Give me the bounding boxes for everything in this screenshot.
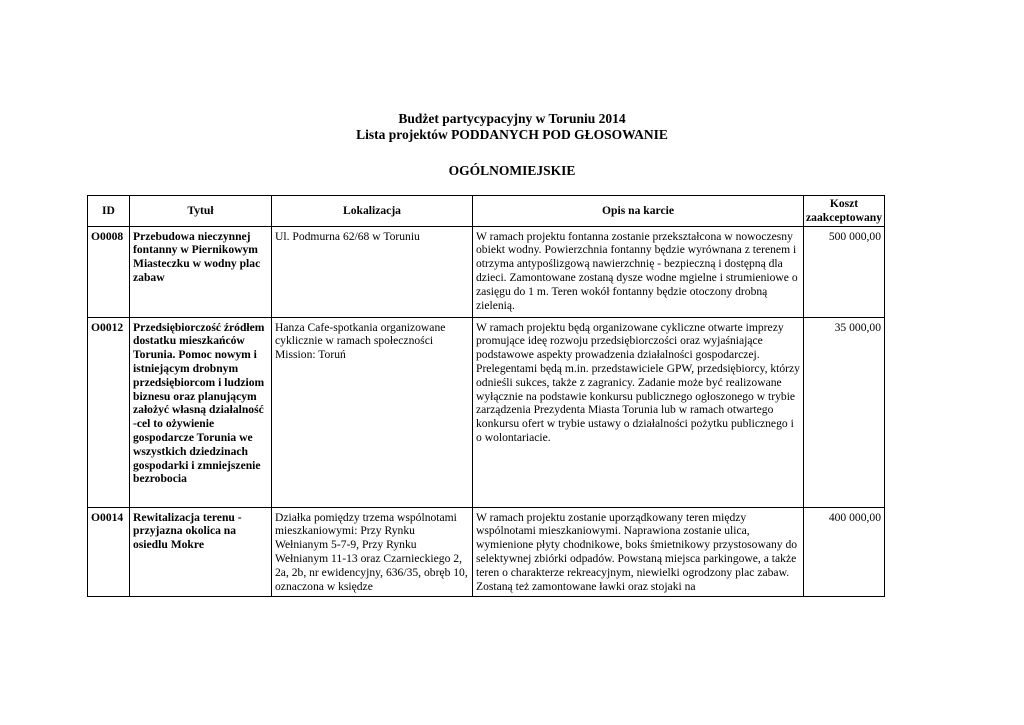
project-description: W ramach projektu zostanie uporządkowany teren między wspólnotami mieszkaniowymi. Naprawiona zostanie ulica, wymienione płyty chodnikowe, boks śmietnikowy przystosowany do selektywnej zbiórki odpadów. Powstaną miejsca parkingowe, a także teren o charakterze rekreacyjnym, niewielki ogrodzony plac zabaw. Zostaną też zamontowane ławki oraz stojaki na: [476, 510, 798, 593]
projects-table: [87, 195, 885, 597]
table-row: [88, 226, 885, 317]
project-id: O0012: [88, 317, 130, 507]
header-location: Lokalizacja: [272, 196, 473, 227]
table-row: [88, 507, 885, 596]
project-cost: 400 000,00: [804, 507, 885, 596]
document-subtitle: Lista projektów PODDANYCH POD GŁOSOWANIE: [356, 127, 668, 142]
project-location: Działka pomiędzy trzema wspólnotami mieszkaniowymi: Przy Rynku Wełnianym 5-7-9, Przy Rynku Wełnianym 11-13 oraz Czarnieckiego 2, 2a, 2b, nr ewidencyjny, 636/35, obręb 10, oznaczona w księdze: [275, 510, 468, 593]
project-id: O0008: [88, 226, 130, 317]
project-cost: 500 000,00: [804, 226, 885, 317]
document-title: Budżet partycypacyjny w Toruniu 2014: [398, 111, 626, 126]
table-header-row: [88, 196, 885, 227]
header-description: Opis na karcie: [473, 196, 804, 227]
project-title: Rewitalizacja terenu - przyjazna okolica na osiedlu Mokre: [130, 507, 272, 596]
project-title: Przebudowa nieczynnej fontanny w Piernikowym Miasteczku w wodny plac zabaw: [130, 226, 272, 317]
project-description: W ramach projektu będą organizowane cykliczne otwarte imprezy promujące ideę rozwoju przedsiębiorczości oraz wyjaśniające podstawowe aspekty prowadzenia działalności gospodarczej. Prelegentami będą m.in. przedstawiciele GPW, przedsiębiorcy, którzy odnieśli sukces, także z zagranicy. Zadanie może być realizowane wyłącznie na podstawie konkursu publicznego ogłoszonego w trybie zarządzenia Prezydenta Miasta Torunia lub w ramach otwartego konkursu ofert w trybie ustawy o działalności pożytku publicznego i o wolontariacie.: [473, 317, 804, 507]
project-description-cell: [473, 507, 804, 596]
project-location: Ul. Podmurna 62/68 w Toruniu: [272, 226, 473, 317]
table-row: [88, 317, 885, 507]
project-location-cell: [272, 507, 473, 596]
header-id: ID: [88, 196, 130, 227]
project-title: Przedsiębiorczość źródłem dostatku mieszkańców Torunia. Pomoc nowym i istniejącym drobnym przedsiębiorcom i ludziom biznesu oraz planującym założyć własną działalność -cel to ożywienie gospodarcze Torunia we wszystkich dziedzinach gospodarki i zmniejszenie bezrobocia: [130, 317, 272, 507]
header-cost: Koszt zaakceptowany: [804, 196, 885, 227]
project-description: W ramach projektu fontanna zostanie przekształcona w nowoczesny obiekt wodny. Powierzchnia fontanny będzie wyrównana z terenem i otrzyma antypoślizgową nawierzchnię - bezpieczną i dostępną dla dzieci. Zamontowane zostaną dysze wodne mgielne i strumieniowe o zasięgu do 1 m. Teren wokół fontanny będzie otoczony drobną zielenią.: [473, 226, 804, 317]
project-cost: 35 000,00: [804, 317, 885, 507]
section-heading: OGÓLNOMIEJSKIE: [448, 163, 576, 178]
header-title: Tytuł: [130, 196, 272, 227]
project-location: Hanza Cafe-spotkania organizowane cyklicznie w ramach społeczności Mission: Toruń: [272, 317, 473, 507]
project-id: O0014: [88, 507, 130, 596]
